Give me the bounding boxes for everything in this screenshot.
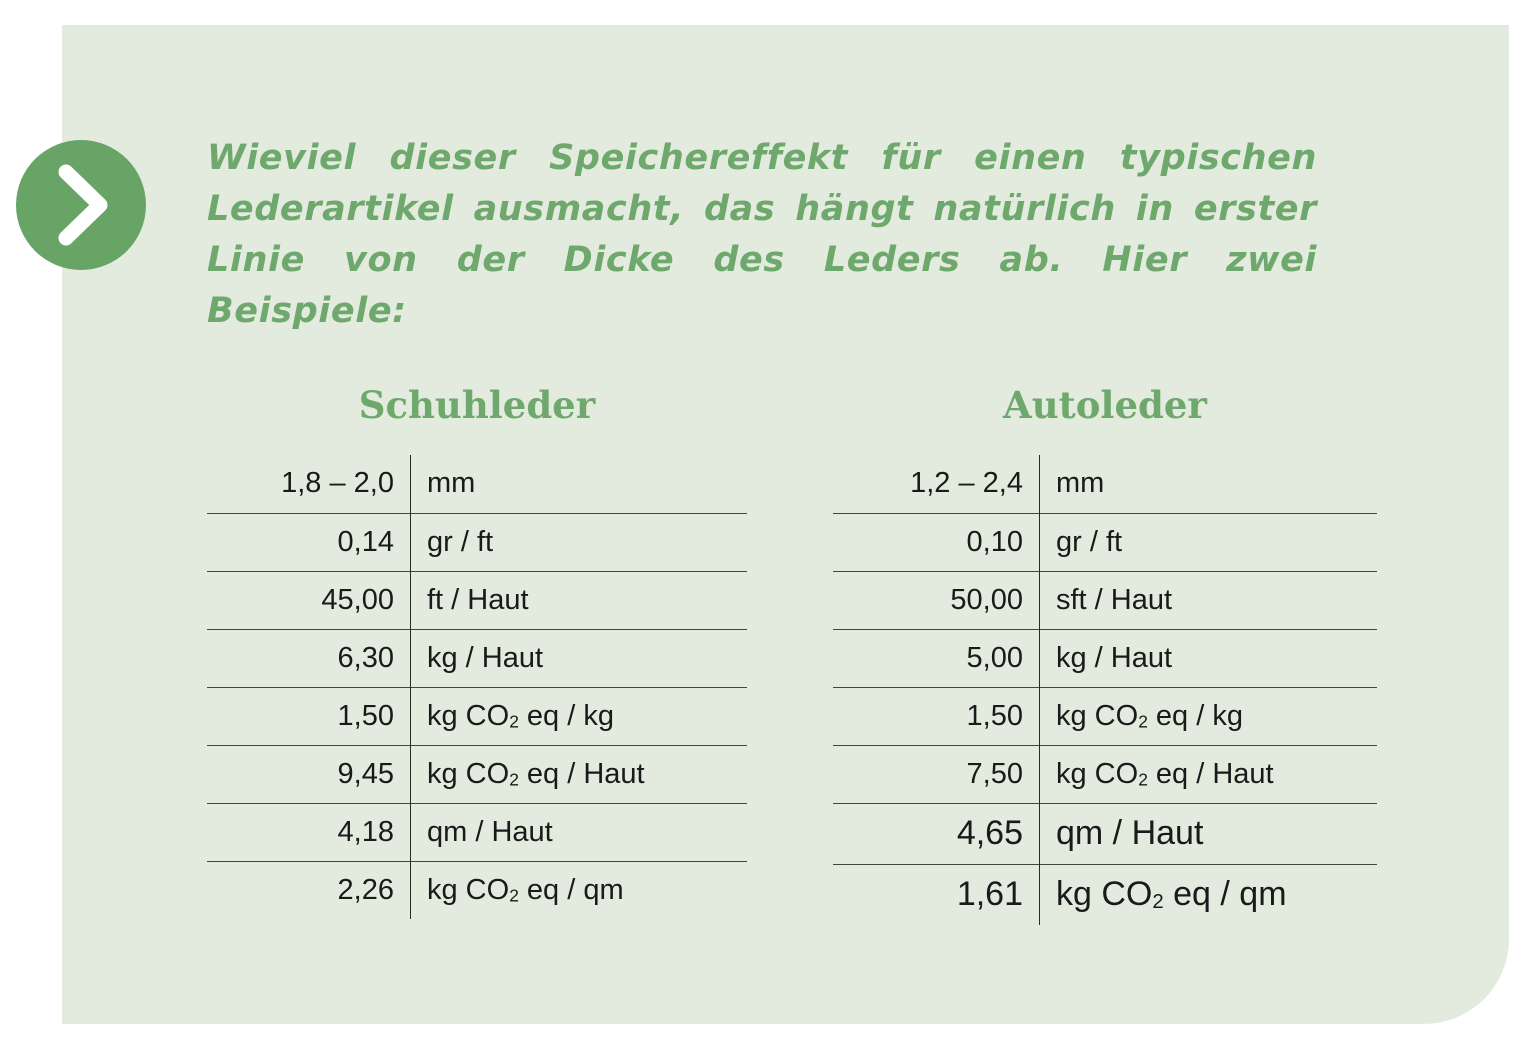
row-value: 7,50 bbox=[833, 745, 1040, 803]
table-row bbox=[833, 629, 1377, 687]
row-unit: qm / Haut bbox=[1056, 814, 1204, 852]
row-unit: mm bbox=[427, 467, 476, 500]
row-unit: qm / Haut bbox=[427, 815, 553, 848]
chevron-right-icon bbox=[16, 140, 146, 270]
row-value: 1,8 – 2,0 bbox=[207, 455, 411, 513]
table-row bbox=[207, 571, 747, 629]
row-value: 4,65 bbox=[833, 803, 1040, 864]
row-unit: kg $CO_2$ eq / qm bbox=[427, 873, 624, 906]
row-unit: ft / Haut bbox=[427, 583, 529, 616]
table-row bbox=[833, 571, 1377, 629]
row-value: 6,30 bbox=[207, 629, 411, 687]
row-value: 50,00 bbox=[833, 571, 1040, 629]
table-row bbox=[833, 513, 1377, 571]
table-row bbox=[833, 745, 1377, 803]
row-unit: mm bbox=[1056, 467, 1105, 500]
table-row bbox=[207, 687, 747, 745]
row-unit: kg $CO_2$ eq / Haut bbox=[1056, 757, 1274, 790]
row-value: 1,50 bbox=[207, 687, 411, 745]
table-row bbox=[207, 513, 747, 571]
row-value: 9,45 bbox=[207, 745, 411, 803]
autoleder-table bbox=[833, 455, 1377, 925]
table-row bbox=[833, 864, 1377, 925]
row-unit: sft / Haut bbox=[1056, 583, 1173, 616]
table-title-autoleder: Autoleder bbox=[1003, 383, 1207, 427]
row-value: 2,26 bbox=[207, 861, 411, 919]
row-unit: kg $CO_2$ eq / kg bbox=[427, 699, 614, 732]
table-row bbox=[207, 861, 747, 919]
table-row bbox=[833, 455, 1377, 513]
schuhleder-table bbox=[207, 455, 747, 919]
row-unit: kg / Haut bbox=[1056, 641, 1173, 674]
table-row bbox=[833, 803, 1377, 864]
table-row bbox=[207, 629, 747, 687]
table-row bbox=[207, 803, 747, 861]
row-value: 45,00 bbox=[207, 571, 411, 629]
row-value: 4,18 bbox=[207, 803, 411, 861]
row-value: 5,00 bbox=[833, 629, 1040, 687]
row-unit: kg $CO_2$ eq / Haut bbox=[427, 757, 645, 790]
row-unit: kg $CO_2$ eq / kg bbox=[1056, 699, 1243, 732]
table-row bbox=[207, 745, 747, 803]
row-unit: kg $CO_2$ eq / qm bbox=[1056, 875, 1287, 914]
row-value: 1,50 bbox=[833, 687, 1040, 745]
row-unit: gr / ft bbox=[427, 525, 494, 558]
row-value: 0,10 bbox=[833, 513, 1040, 571]
row-value: 1,61 bbox=[833, 864, 1040, 925]
table-title-schuhleder: Schuhleder bbox=[358, 383, 596, 427]
row-unit: kg / Haut bbox=[427, 641, 544, 674]
intro-text: Wieviel dieser Speichereffekt für einen typischen Lederartikel ausmacht, das hängt natürlich in erster Linie von der Dicke des Leders ab. Hier zwei Beispiele: bbox=[207, 138, 1317, 331]
table-row bbox=[207, 455, 747, 513]
row-value: 1,2 – 2,4 bbox=[833, 455, 1040, 513]
table-row bbox=[833, 687, 1377, 745]
badge bbox=[16, 140, 146, 270]
row-unit: gr / ft bbox=[1056, 525, 1123, 558]
row-value: 0,14 bbox=[207, 513, 411, 571]
